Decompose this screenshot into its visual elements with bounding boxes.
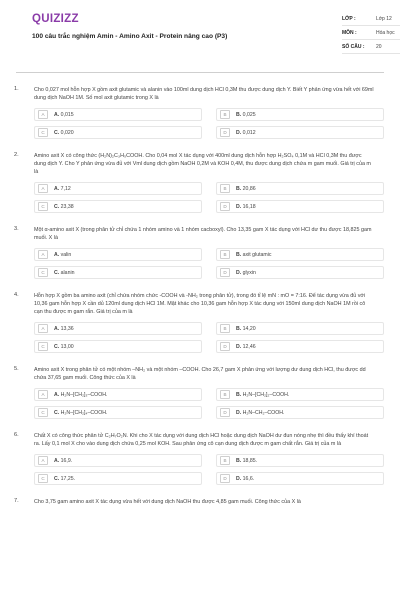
option-key: A. [54,325,60,332]
option-key: C. [54,343,60,350]
question-4 [16,292,384,353]
answer-option-c[interactable] [34,472,202,485]
meta-value: 20 [376,43,382,50]
answer-options [34,388,398,419]
option-letter-badge: B [220,390,230,399]
worksheet-meta [342,0,400,54]
option-letter-badge: B [220,110,230,119]
option-letter-badge: C [38,408,48,417]
meta-value: Hóa học [376,29,395,36]
question-text: Một α-amino axit X (trong phân tử chỉ chứa 1 nhóm amino và 1 nhóm cacboxyl). Cho 13,35 gam X tác dụng với HCl dư thu được 18,825 gam muối. X là [34,227,372,241]
option-value: 0,025 [242,111,256,118]
option-value: 16,18 [242,203,256,210]
answer-option-b[interactable] [216,108,384,121]
meta-label: LỚP : [342,15,356,22]
question-number: 1. [14,86,19,92]
option-text [54,476,75,482]
option-text [236,326,256,332]
option-letter-badge: C [38,202,48,211]
question-number: 2. [14,152,19,158]
answer-option-b[interactable] [216,248,384,261]
answer-option-d[interactable] [216,340,384,353]
option-key: C. [54,203,60,210]
option-text [236,344,256,350]
answer-option-a[interactable] [34,388,202,401]
answer-option-b[interactable] [216,454,384,467]
option-text [236,270,256,276]
option-letter-badge: D [220,202,230,211]
option-letter-badge: B [220,250,230,259]
worksheet-header [16,0,395,66]
option-letter-badge: B [220,184,230,193]
option-text [54,112,74,118]
option-text [54,130,74,136]
answer-option-d[interactable] [216,266,384,279]
option-key: B. [236,111,242,118]
option-letter-badge: D [220,474,230,483]
option-letter-badge: A [38,324,48,333]
option-value: H₂N–[CH₂]₂–COOH. [242,391,290,398]
answer-option-b[interactable] [216,182,384,195]
option-key: C. [54,409,60,416]
option-key: D. [236,409,242,416]
option-key: D. [236,269,242,276]
answer-option-a[interactable] [34,182,202,195]
option-key: C. [54,475,60,482]
option-text [236,476,254,482]
option-letter-badge: C [38,128,48,137]
option-key: B. [236,391,242,398]
option-letter-badge: D [220,268,230,277]
answer-options [34,248,398,279]
answer-option-d[interactable] [216,200,384,213]
option-text [54,392,107,398]
question-6 [16,432,384,485]
option-key: C. [54,129,60,136]
option-key: A. [54,457,60,464]
quizizz-logo: QUIZIZZ [32,13,79,25]
question-text: Chất X có công thức phân tử C₂H₇O₂N. Khi cho X tác dụng với dung dịch HCl hoặc dung dịch NaOH dư đun nóng nhẹ thì đều thấy khí thoát ra. Lấy 0,1 mol X cho vào dung dịch chứa 0,25 mol KOH. Sau phản ứng cô cạn dung dịch được m gam chất rắn. Giá trị của m là [34,433,369,447]
answer-option-c[interactable] [34,406,202,419]
answer-option-c[interactable] [34,266,202,279]
option-key: A. [54,391,60,398]
meta-value: Lớp 12 [376,15,392,22]
question-number: 6. [14,432,19,438]
option-value: 16,6. [242,475,255,482]
option-value: 13,00 [60,343,74,350]
option-letter-badge: D [220,128,230,137]
option-key: B. [236,251,242,258]
option-text [54,204,74,210]
meta-label: SỐ CÂU : [342,43,365,50]
option-key: A. [54,111,60,118]
option-text [54,252,71,258]
question-5 [16,366,384,419]
option-text [236,204,256,210]
answer-option-b[interactable] [216,388,384,401]
answer-option-a[interactable] [34,108,202,121]
option-value: axit glutamic [242,251,272,258]
option-key: D. [236,343,242,350]
option-value: glyxin [242,269,256,276]
option-value: 23,38 [60,203,74,210]
answer-options [34,322,398,353]
option-value: valin [60,251,72,258]
answer-options [34,454,398,485]
option-key: B. [236,325,242,332]
option-value: 0,015 [60,111,74,118]
option-text [236,252,271,258]
answer-option-c[interactable] [34,340,202,353]
option-value: 0,012 [242,129,256,136]
option-value: alanin [60,269,75,276]
answer-option-a[interactable] [34,322,202,335]
option-value: 18,85. [242,457,258,464]
question-number: 4. [14,292,19,298]
option-text [236,410,284,416]
option-letter-badge: A [38,184,48,193]
option-letter-badge: D [220,408,230,417]
answer-option-d[interactable] [216,126,384,139]
option-key: A. [54,251,60,258]
option-value: 12,46 [242,343,256,350]
option-value: 7,12 [60,185,71,192]
meta-row-count [342,40,400,54]
worksheet-title: 100 câu trắc nghiệm Amin - Amino Axit - Protein nâng cao (P3) [32,33,228,40]
option-value: H₂N–[CH₂]₃–COOH. [60,391,108,398]
question-text: Cho 0,027 mol hỗn hợp X gồm axit glutamic và alanin vào 100ml dung dịch HCl 0,3M thu được dung dịch Y. Biết Y phản ứng vừa hết với 69ml dung dịch NaOH 1M. Số mol axit glutamic trong X là [34,87,374,101]
question-1 [16,86,384,139]
option-letter-badge: C [38,268,48,277]
option-text [54,410,107,416]
header-divider [16,72,384,73]
answer-option-c[interactable] [34,126,202,139]
option-text [54,270,75,276]
option-text [236,130,256,136]
question-7 [16,498,384,506]
option-letter-badge: C [38,342,48,351]
option-letter-badge: D [220,342,230,351]
question-text: Amino axit X có công thức (H₂N)₂C₃H₅COOH. Cho 0,04 mol X tác dụng với 400ml dung dịch hỗn hợp H₂SO₄ 0,1M và HCl 0,3M thu được dung dịch Y. Cho Y phản ứng vừa đủ với Vml dung dịch gồm NaOH 0,2M và KOH 0,4M, thu được dung dịch chứa m gam muối. Giá trị của m là [34,153,371,175]
option-key: A. [54,185,60,192]
option-value: 20,86 [242,185,256,192]
option-value: 17,25. [60,475,76,482]
option-key: D. [236,203,242,210]
option-text [54,326,74,332]
answer-option-b[interactable] [216,322,384,335]
question-2 [16,152,384,213]
answer-options [34,182,398,213]
option-text [54,186,71,192]
option-letter-badge: A [38,390,48,399]
question-number: 5. [14,366,19,372]
option-text [236,392,289,398]
option-key: D. [236,129,242,136]
option-letter-badge: A [38,456,48,465]
option-key: D. [236,475,242,482]
option-text [54,344,74,350]
option-key: C. [54,269,60,276]
option-value: H₂N–CH₂–COOH. [242,409,285,416]
question-3 [16,226,384,279]
answer-option-a[interactable] [34,248,202,261]
option-key: B. [236,457,242,464]
option-key: B. [236,185,242,192]
question-number: 7. [14,498,19,504]
meta-label: MÔN : [342,29,357,36]
answer-option-d[interactable] [216,472,384,485]
option-letter-badge: B [220,324,230,333]
question-list [16,86,384,506]
option-letter-badge: A [38,110,48,119]
question-number: 3. [14,226,19,232]
option-letter-badge: C [38,474,48,483]
option-value: H₂N–[CH₂]₄–COOH. [60,409,108,416]
answer-option-a[interactable] [34,454,202,467]
answer-option-c[interactable] [34,200,202,213]
question-text: Hỗn hợp X gồm ba amino axit (chỉ chứa nhóm chức -COOH và -NH₂ trong phân tử), trong đó tỉ lệ mN : mO = 7:16. Để tác dụng vừa đủ với 10,36 gam hỗn hợp X cần dủ 120ml dung dịch HCl 1M. Mặt khác cho 10,36 gam hỗn hợp X tác dụng với 150ml dung dịch NaOH 1M rồi cô cạn thu được m gam rắn. Giá trị của m là [34,293,366,315]
option-text [236,458,257,464]
answer-options [34,108,398,139]
option-text [236,112,256,118]
meta-row-subject [342,26,400,40]
question-text: Amino axit X trong phân tử có một nhóm –NH₂ và một nhóm –COOH. Cho 26,7 gam X phản ứng với lượng dư dung dịch HCl, thu được dd chứa 37,65 gam muối. Công thức của X là [34,367,366,381]
option-text [236,186,256,192]
option-value: 14,20 [242,325,256,332]
option-value: 16,9. [60,457,73,464]
answer-option-d[interactable] [216,406,384,419]
option-letter-badge: B [220,456,230,465]
meta-row-class [342,12,400,26]
option-value: 0,020 [60,129,74,136]
option-value: 13,36 [60,325,74,332]
option-letter-badge: A [38,250,48,259]
option-text [54,458,72,464]
question-text: Cho 3,75 gam amino axit X tác dụng vừa hết với dung dịch NaOH thu được 4,85 gam muối. Công thức của X là [34,499,301,505]
